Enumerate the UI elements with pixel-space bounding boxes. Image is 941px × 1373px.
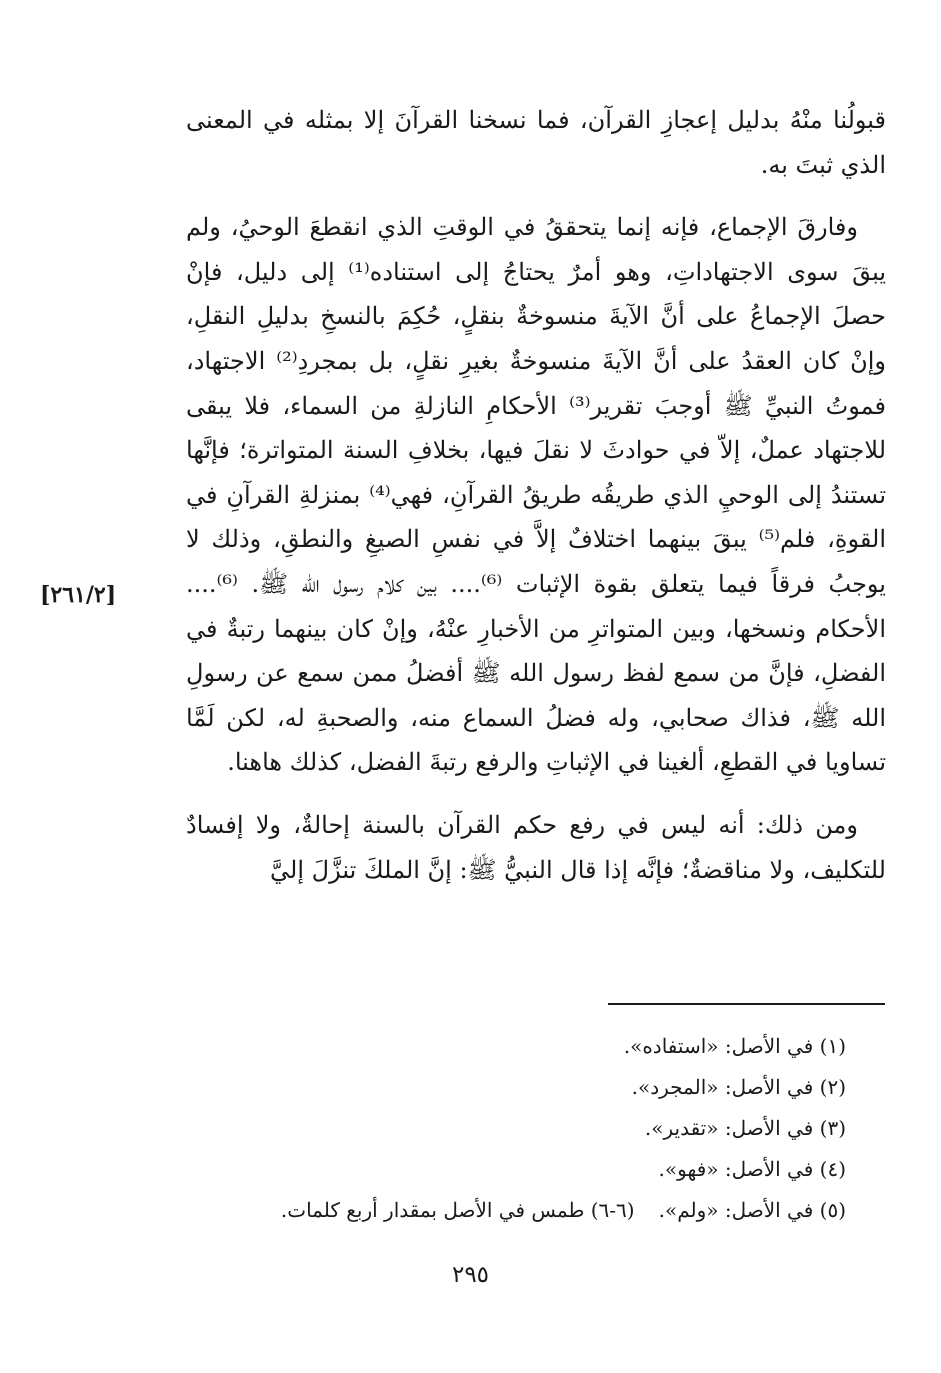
footnote-5-6 <box>186 1190 846 1231</box>
paragraph-2: وفارقَ الإجماع، فإنه إنما يتحققُ في الوقتِ الذي انقطعَ الوحيُ، ولم يبقَ سوى الاجتهاداتِ، وهو أمرٌ يحتاجُ إلى استناده⁽¹⁾ إلى دليل، فإنْ حصلَ الإجماعُ على أنَّ الآيةَ منسوخةٌ بنقلٍ، حُكِمَ بالنسخِ بدليلِ النقلِ، وإنْ كان العقدُ على أنَّ الآيةَ منسوخةٌ بغيرِ نقلٍ، بل بمجردِ⁽²⁾ الاجتهاد، فموتُ النبيِّ ﷺ أوجبَ تقرير⁽³⁾ الأحكامِ النازلةِ من السماء، فلا يبقى للاجتهاد عملٌ، إلاّ في حوادثَ لا نقلَ فيها، بخلافِ السنة المتواترة؛ فإنَّها تستندُ إلى الوحيِ الذي طريقُه طريقُ القرآنِ، فهي⁽⁴⁾ بمنزلةِ القرآنِ في القوةِ، فلم⁽⁵⁾ يبقَ بينهما اختلافٌ إلاَّ في نفسِ الصيغِ والنطقِ، وذلك لا يوجبُ فرقاً فيما يتعلق بقوة الإثبات ⁽⁶⁾.... بين كلام رسول الله ﷺ. ⁽⁶⁾.... الأحكام ونسخها، وبين المتواترِ من الأخبارِ عنْهُ، وإنْ كان بينهما رتبةٌ في الفضلِ، فإنَّ من سمع لفظ رسول الله ﷺ أفضلُ ممن سمع عن رسولِ الله ﷺ، فذاك صحابي، وله فضلُ السماع منه، والصحبةِ له، لكن لَمَّا تساويا في القطعِ، ألغينا في الإثباتِ والرفع رتبةَ الفضل، كذلك هاهنا. <box>186 213 887 777</box>
footnote-divider <box>608 1003 885 1005</box>
footnote-3: (٣) في الأصل: «تقدير». <box>644 1116 846 1140</box>
main-text <box>186 98 886 892</box>
footnote-4: (٤) في الأصل: «فهو». <box>658 1157 846 1181</box>
footnotes <box>186 1026 846 1231</box>
margin-reference: [٢٦١/٢] <box>40 582 117 608</box>
footnote-1: (١) في الأصل: «استفاده». <box>623 1034 846 1058</box>
page-number: ٢٩٥ <box>451 1262 490 1288</box>
paragraph-3: ومن ذلك: أنه ليس في رفع حكم القرآن بالسنة إحالةٌ، ولا إفسادٌ للتكليف، ولا مناقضةٌ؛ فإنَّه إذا قال النبيُّ ﷺ: إنَّ الملكَ تنزَّلَ إليَّ <box>186 810 886 884</box>
footnote-5: (٥) في الأصل: «ولم». <box>658 1198 846 1222</box>
footnote-6: (٦-٦) طمس في الأصل بمقدار أربع كلمات. <box>280 1198 635 1222</box>
paragraph-1: قبولُنا منْهُ بدليل إعجازِ القرآن، فما نسخنا القرآنَ إلا بمثله في المعنى الذي ثبتَ به. <box>186 106 886 179</box>
footnote-2: (٢) في الأصل: «المجرد». <box>631 1075 846 1099</box>
